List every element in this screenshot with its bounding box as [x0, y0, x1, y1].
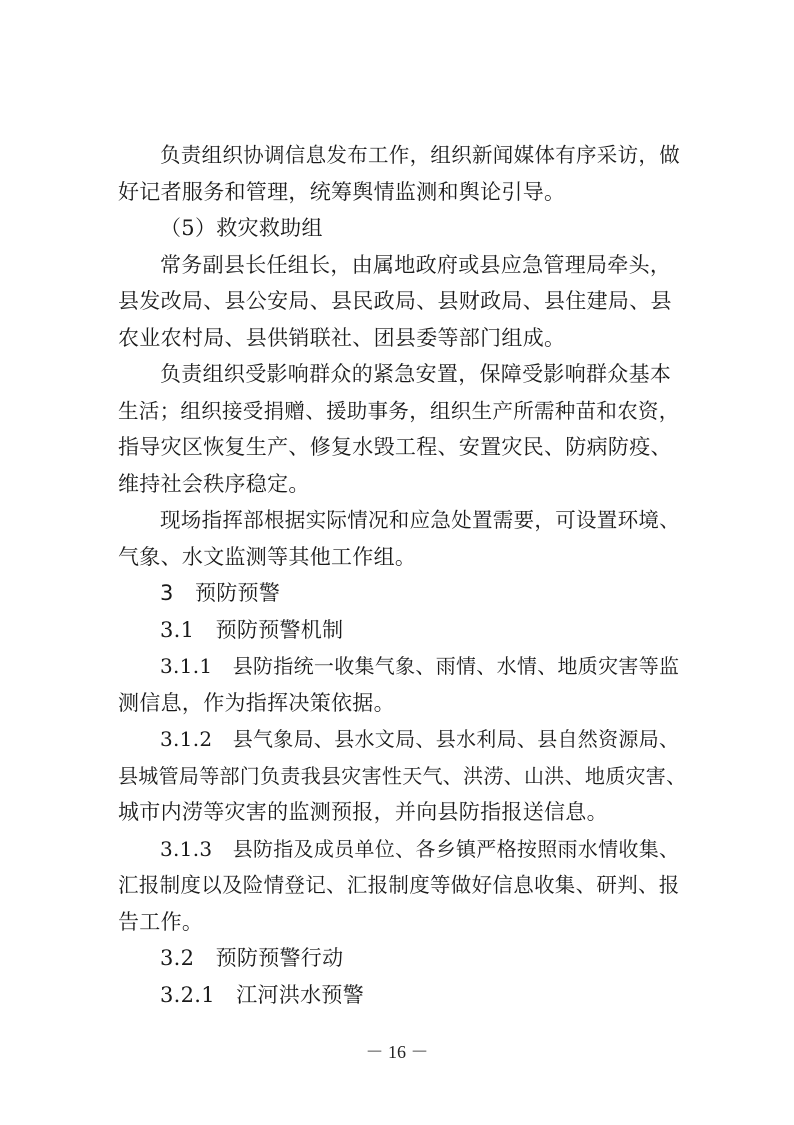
- subsection-heading: 3.2.1 江河洪水预警: [160, 982, 365, 1007]
- page-number: － 16 －: [365, 1042, 429, 1062]
- paragraph-line: 3.1.2 县气象局、县水文局、县水利局、县自然资源局、: [160, 727, 680, 751]
- paragraph-line: 测信息，作为指挥决策依据。: [118, 690, 395, 715]
- paragraph-line: 常务副县长任组长，由属地政府或县应急管理局牵头，: [160, 252, 672, 277]
- paragraph-line: 县城管局等部门负责我县灾害性天气、洪涝、山洪、地质灾害、: [118, 763, 687, 788]
- paragraph-line: 好记者服务和管理，统筹舆情监测和舆论引导。: [118, 179, 566, 204]
- paragraph-line: 负责组织协调信息发布工作，组织新闻媒体有序采访，做: [160, 143, 680, 167]
- paragraph-line: 气象、水文监测等其他工作组。: [118, 544, 417, 569]
- paragraph-line: 县发改局、县公安局、县民政局、县财政局、县住建局、县: [118, 289, 672, 313]
- paragraph-line: 维持社会秩序稳定。: [118, 471, 310, 496]
- paragraph-line: 现场指挥部根据实际情况和应急处置需要，可设置环境、: [160, 508, 680, 532]
- paragraph-line: 城市内涝等灾害的监测预报，并向县防指报送信息。: [118, 800, 608, 824]
- subsection-heading: 3.2 预防预警行动: [160, 946, 344, 970]
- paragraph-line: 生活；组织接受捐赠、援助事务，组织生产所需种苗和农资，: [118, 398, 680, 423]
- subsection-heading: （5）救灾救助组: [160, 216, 323, 240]
- paragraph-line: 3.1.1 县防指统一收集气象、雨情、水情、地质灾害等监: [160, 654, 680, 678]
- paragraph-line: 负责组织受影响群众的紧急安置，保障受影响群众基本: [160, 362, 672, 386]
- paragraph-line: 指导灾区恢复生产、修复水毁工程、安置灾民、防病防疫、: [118, 435, 672, 459]
- section-heading: 3 预防预警: [160, 581, 281, 605]
- paragraph-line: 3.1.3 县防指及成员单位、各乡镇严格按照雨水情收集、: [160, 836, 680, 861]
- document-body: [118, 137, 688, 1013]
- subsection-heading: 3.1 预防预警机制: [160, 617, 344, 642]
- paragraph-line: 告工作。: [118, 909, 204, 934]
- paragraph-line: 农业农村局、县供销联社、团县委等部门组成。: [118, 325, 566, 350]
- paragraph-line: 汇报制度以及险情登记、汇报制度等做好信息收集、研判、报: [118, 873, 680, 897]
